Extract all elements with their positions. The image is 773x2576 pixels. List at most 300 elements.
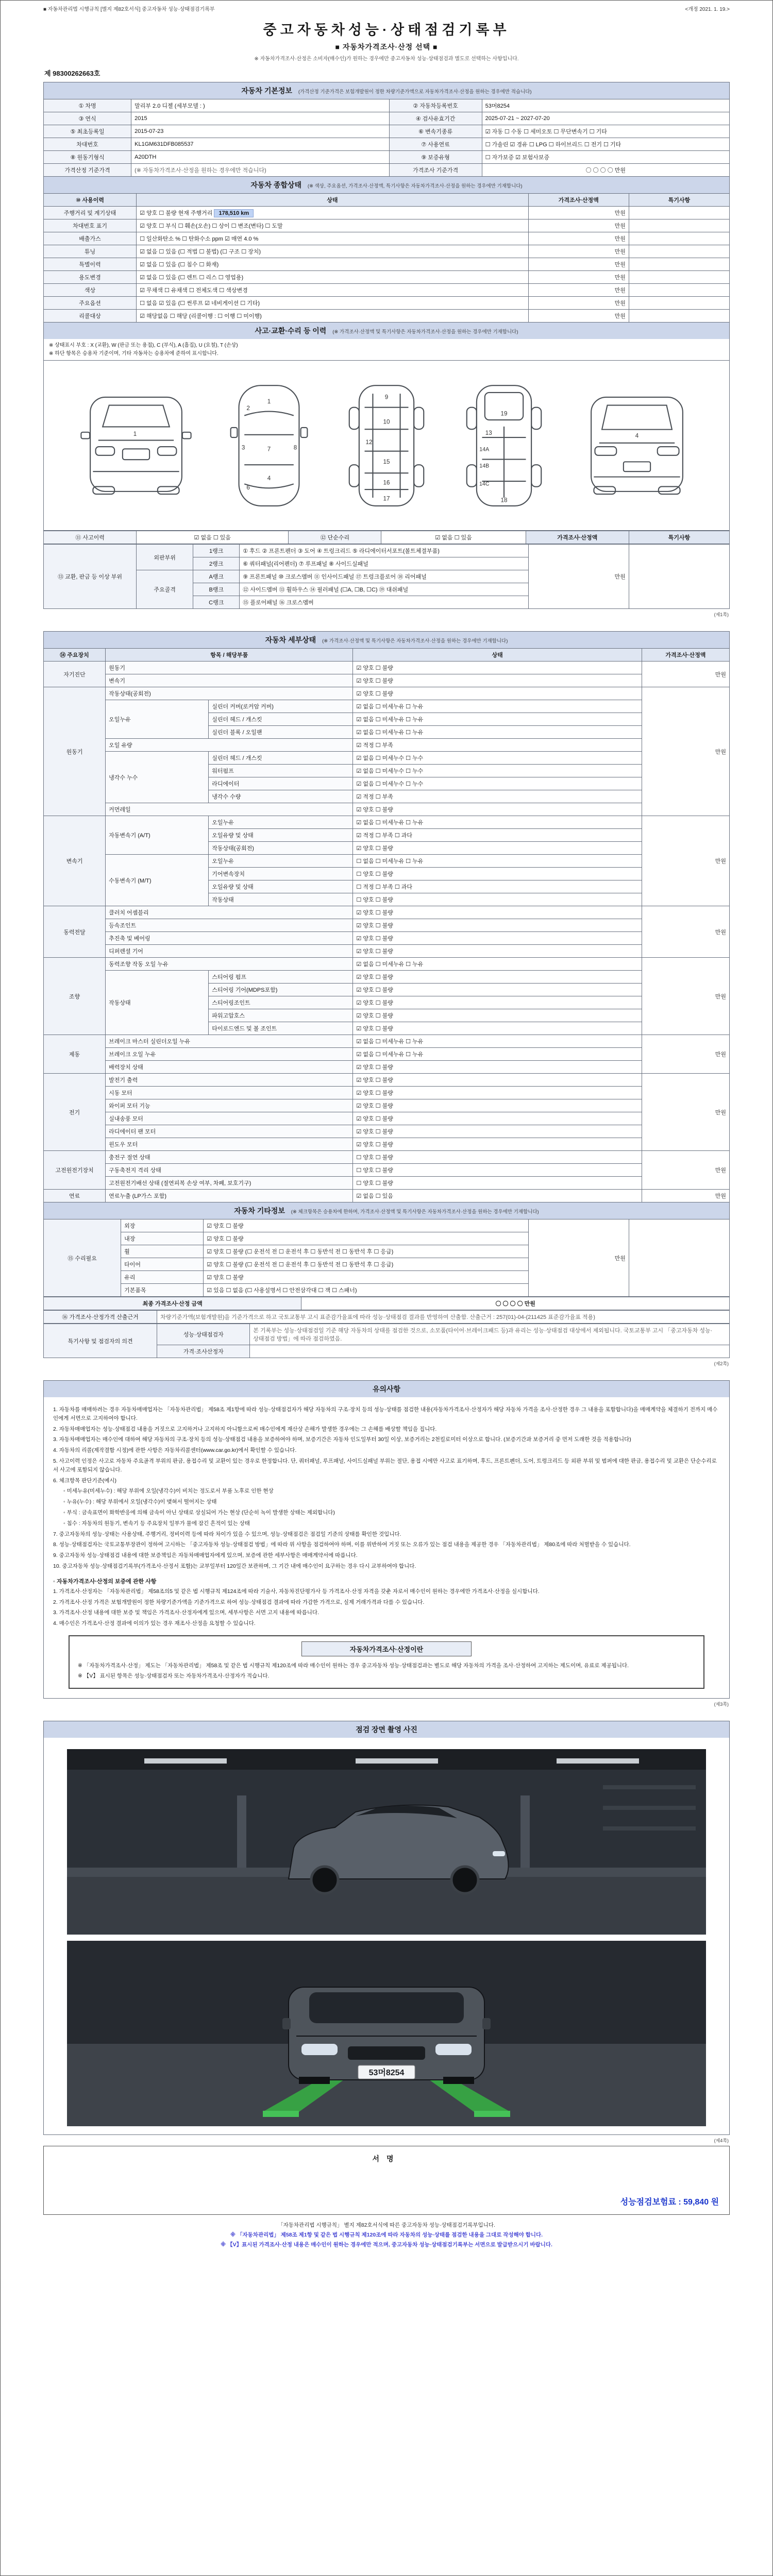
table-cell: 커먼레일 xyxy=(106,803,353,816)
svg-text:12: 12 xyxy=(365,438,373,446)
notice-item: ※ 「자동차가격조사·산정」 제도는 「자동차관리법」 제58조 및 같은 법 시행규칙 제120조에 따라 매수인이 원하는 경우 중고자동차 성능·상태점검과는 별도로 해당 자동차의 가격을 조사·산정하여 고지하는 제도이며, 유료로 제공됩니다. xyxy=(78,1662,629,1669)
table-cell: 주요옵션 xyxy=(44,297,137,310)
table-cell: 2랭크 xyxy=(193,557,240,570)
form-revision: <개정 2021. 1. 19.> xyxy=(685,7,730,12)
notice-item: 6. 체크항목 판단기준(예시) xyxy=(53,1477,117,1484)
section-photos-header xyxy=(43,1721,730,1738)
table-cell: 조향 xyxy=(44,958,106,1035)
footer-line-1: 「자동차관리법 시행규칙」 별지 제82호서식에 따른 중고자동차 성능·상태점검기록부입니다. xyxy=(278,2222,495,2228)
checkbox-cell[interactable]: ☑ 없음 ☐ 미세누수 ☐ 누수 xyxy=(353,765,642,777)
car-diagram-underbody-view xyxy=(343,368,430,523)
table-cell: 배출가스 xyxy=(44,232,137,245)
checkbox-cell[interactable]: ☑ 양호 ☐ 불량 xyxy=(353,1087,642,1099)
table-cell: 상태 xyxy=(137,194,529,207)
license-plate-text: 53머8254 xyxy=(368,2068,405,2077)
table-cell: 연료누출 (LP가스 포함) xyxy=(106,1190,353,1202)
checkbox-cell[interactable]: ☐ 양호 ☐ 불량 xyxy=(353,1151,642,1164)
svg-text:4: 4 xyxy=(267,474,271,482)
checkbox-cell[interactable]: ☑ 양호 ☐ 불량 xyxy=(353,971,642,984)
table-cell: 고전원전기배선 상태 (절연피복 손상 여부, 차폐, 보호기구) xyxy=(106,1177,353,1190)
table-cell: 동력전달 xyxy=(44,906,106,958)
table-cell: 브레이크 마스터 실린더오일 누유 xyxy=(106,1035,353,1048)
checkbox-cell[interactable]: ☑ 없음 ☐ 미세누유 ☐ 누유 xyxy=(353,958,642,971)
checkbox-cell[interactable]: ☐ 가솔린 ☑ 경유 ☐ LPG ☐ 하이브리드 ☐ 전기 ☐ 기타 xyxy=(482,138,729,151)
table-cell: 2015-07-23 xyxy=(131,125,389,138)
table-cell: 만원 xyxy=(528,297,629,310)
checkbox-cell[interactable]: ☑ 없음 ☐ 미세누유 ☐ 누유 xyxy=(353,816,642,829)
table-cell: 만원 xyxy=(528,258,629,271)
table-cell: ⑨ 보증유형 xyxy=(389,151,482,164)
table-cell: 주행거리 및 계기상태 xyxy=(44,207,137,219)
section-etc-note: (※ 체크항목은 승용차에 한하며, 가격조사·산정액 및 특기사항은 자동차가격조사·산정을 원하는 경우에만 기재합니다) xyxy=(291,1209,539,1215)
table-cell: 실내송풍 모터 xyxy=(106,1112,353,1125)
signature-box[interactable] xyxy=(43,2146,730,2215)
notice-item: ◦ 미세누유(미세누수) : 해당 부위에 오일(냉각수)이 비치는 정도로서 부품 노후로 인한 현상 xyxy=(63,1488,274,1495)
car-diagram-rear-view xyxy=(578,368,696,523)
checkbox-cell[interactable]: ☑ 없음 ☐ 있음 (☐ 렌트 ☐ 리스 ☐ 영업용) xyxy=(137,271,529,284)
checkbox-cell[interactable]: ☐ 양호 ☐ 불량 xyxy=(353,893,642,906)
svg-text:14C: 14C xyxy=(479,481,490,487)
notice-item: 9. 중고자동차 성능·상태점검 내용에 대한 보증책임은 자동차매매업자에게 있으며, 보증에 관한 세부사항은 매매계약서에 따릅니다. xyxy=(53,1552,358,1559)
table-cell: 고전원전기장치 xyxy=(44,1151,106,1190)
svg-text:17: 17 xyxy=(383,495,390,502)
checkbox-cell[interactable]: ☑ 없음 ☐ 미세누유 ☐ 누유 xyxy=(353,700,642,713)
car-damage-diagrams xyxy=(43,361,730,531)
checkbox-cell[interactable]: ☐ 양호 ☐ 불량 xyxy=(353,868,642,880)
table-cell: 만원 xyxy=(642,662,729,687)
svg-text:8: 8 xyxy=(293,444,297,451)
checkbox-cell[interactable]: ☐ 없음 ☑ 있음 (☐ 썬루프 ☑ 네비게이션 ☐ 기타) xyxy=(137,297,529,310)
table-cell: 디퍼렌셜 기어 xyxy=(106,945,353,958)
table-cell: ④ 검사유효기간 xyxy=(389,112,482,125)
table-cell: 리콜대상 xyxy=(44,310,137,323)
page-title: 중고자동차성능·상태점검기록부 xyxy=(263,22,510,38)
svg-text:16: 16 xyxy=(383,479,390,486)
inspection-photo-2 xyxy=(67,1941,706,2126)
panel-repair-table xyxy=(43,544,730,609)
footer xyxy=(43,2221,730,2248)
table-cell: 특기사항 및 점검자의 의견 xyxy=(44,1324,157,1358)
svg-text:15: 15 xyxy=(383,458,390,465)
table-cell: 외장 xyxy=(121,1219,204,1232)
document-number: 제 98300262663호 xyxy=(44,70,100,77)
notice-item: ◦ 부식 : 금속표면이 화학반응에 의해 금속이 아닌 상태로 상실되어 가는 현상 (단순히 녹이 발생한 상태는 제외합니다) xyxy=(63,1509,335,1516)
svg-text:10: 10 xyxy=(383,418,390,425)
table-cell: 차대번호 표기 xyxy=(44,219,137,232)
footer-line-3: ※ 【V】표시된 가격조사·산정 내용은 매수인이 원하는 경우에만 적으며, 중고자동차 성능·상태점검기록부는 서면으로 발급받으시기 바랍니다. xyxy=(221,2241,552,2248)
notice-item: 1. 가격조사·산정자는 「자동차관리법」 제58조의5 및 같은 법 시행규칙 제124조에 따라 기술사, 자동차진단평가사 등 가격조사·산정 자격을 갖춘 자로서 매수인이 원하는 경우에만 가격조사·산정을 실시합니다. xyxy=(53,1588,540,1595)
section-overall-title: 자동차 종합상태 xyxy=(250,181,301,189)
table-cell: 발전기 출력 xyxy=(106,1074,353,1087)
checkbox-cell[interactable]: ☑ 양호 ☐ 불량 xyxy=(353,662,642,674)
section-basic-note: (가격산정 기준가격은 보험개발원이 정한 차량기준가액으로 자동차가격조사·산정을 원하는 경우에만 적습니다) xyxy=(298,89,532,95)
basic-info-table xyxy=(43,99,730,177)
table-cell: 원동기 xyxy=(44,687,106,816)
mileage-highlight: 178,510 km xyxy=(214,209,254,217)
table-cell: 스티어링 기어(MDPS포함) xyxy=(209,984,353,996)
table-cell: 만원 xyxy=(528,545,629,609)
table-cell: 구동축전지 격리 상태 xyxy=(106,1164,353,1177)
legend-line-1: ※ 상태표시 부호 : X (교환), W (판금 또는 용접), C (부식), A (흠집), U (요철), T (손상) xyxy=(49,343,238,348)
svg-text:13: 13 xyxy=(485,429,492,436)
checkbox-cell[interactable]: ☑ 양호 ☐ 불량 xyxy=(353,906,642,919)
price-basis-table xyxy=(43,1310,730,1324)
notice-body xyxy=(43,1397,730,1699)
table-cell: 실린더 커버(로커암 커버) xyxy=(209,700,353,713)
checkbox-cell[interactable]: ☑ 없음 ☐ 미세누수 ☐ 누수 xyxy=(353,752,642,765)
table-cell: 만원 xyxy=(528,219,629,232)
table-cell: 작동상태 xyxy=(106,971,209,1035)
checkbox-cell[interactable]: ☑ 없음 ☐ 미세누유 ☐ 누유 xyxy=(353,713,642,726)
table-cell: 만원 xyxy=(528,1219,629,1297)
table-cell: 라디에이터 xyxy=(209,777,353,790)
final-price-table xyxy=(43,1297,730,1310)
table-cell: 브레이크 오일 누유 xyxy=(106,1048,353,1061)
table-cell: 만원 xyxy=(642,1035,729,1074)
table-cell: 가격조사·산정액 xyxy=(528,194,629,207)
checkbox-cell[interactable]: ☑ 없음 ☐ 미세누수 ☐ 누수 xyxy=(353,777,642,790)
checkbox-cell[interactable]: ☐ 없음 ☐ 미세누유 ☐ 누유 xyxy=(353,855,642,868)
table-cell: 오일유량 및 상태 xyxy=(209,829,353,842)
table-cell: 변속기 xyxy=(106,674,353,687)
checkbox-cell[interactable]: ☑ 없음 ☐ 미세누유 ☐ 누유 xyxy=(353,1048,642,1061)
state-code-legend xyxy=(43,339,730,361)
checkbox-cell[interactable]: ☑ 양호 ☐ 불량 (☐ 운전석 전 ☐ 운전석 후 ☐ 동반석 전 ☐ 동반석 후 ☐ 응급) xyxy=(204,1258,528,1271)
table-cell: 2025-07-21 ~ 2027-07-20 xyxy=(482,112,729,125)
checkbox-cell[interactable]: ☑ 없음 ☐ 미세누유 ☐ 누유 xyxy=(353,726,642,739)
photos-body xyxy=(43,1738,730,2135)
table-cell xyxy=(629,1219,729,1297)
table-cell xyxy=(629,245,729,258)
table-cell: 주요골격 xyxy=(137,570,193,609)
notice-item: 4. 자동차의 리콜(제작결함 시정)에 관한 사항은 자동차리콜센터(www.car.go.kr)에서 확인할 수 있습니다. xyxy=(53,1447,297,1454)
notice-item: 5. 사고이력 인정은 사고로 자동차 주요골격 부위의 판금, 용접수리 및 교환이 있는 경우로 한정합니다. 단, 쿼터패널, 루프패널, 사이드실패널 부위는 절단, 용접 시에만 사고로 표기하며, 후드, 프론트펜더, 도어, 트렁크리드 등 외판 부위 및 범퍼에 대한 판금, 용접수리 및 교환은 단순수리로서 사고에 포함되지 않습니다. xyxy=(53,1458,717,1473)
page-mark-4: (제4쪽) xyxy=(714,2138,729,2143)
checkbox-cell[interactable]: ☑ 양호 ☐ 불량 xyxy=(353,803,642,816)
svg-text:19: 19 xyxy=(500,410,508,417)
svg-text:6: 6 xyxy=(246,484,250,491)
checkbox-cell[interactable]: ☑ 양호 ☐ 불량 xyxy=(353,1099,642,1112)
table-cell: 시동 모터 xyxy=(106,1087,353,1099)
table-cell: 워터펌프 xyxy=(209,765,353,777)
inspector-opinion-table xyxy=(43,1324,730,1358)
table-cell: 〇 〇 〇 〇 만원 xyxy=(482,164,729,177)
table-cell: ⑨ 프론트패널 ⑩ 크로스멤버 ⑪ 인사이드패널 ⑰ 트렁크플로어 ⑱ 리어패널 xyxy=(240,570,528,583)
notice-item: 7. 중고자동차의 성능·상태는 사용상태, 주행거리, 정비이력 등에 따라 차이가 있을 수 있으며, 성능·상태점검은 점검일 기준의 상태를 확인한 것입니다. xyxy=(53,1531,401,1537)
table-cell: 오일 유량 xyxy=(106,739,353,752)
price-survey-select-note: ※ 자동차가격조사·산정은 소비자(매수인)가 원하는 경우에만 중고자동차 성능·상태점검과 별도로 선택하는 사항입니다. xyxy=(254,56,519,62)
inspection-insurance-fee: 성능점검보험료 : 59,840 원 xyxy=(620,2197,719,2207)
checkbox-cell[interactable]: ☑ 무채색 ☐ 유채색 ☐ 전체도색 ☐ 색상변경 xyxy=(137,284,529,297)
checkbox-cell[interactable]: ☑ 양호 ☐ 불량 xyxy=(353,1074,642,1087)
checkbox-cell[interactable]: ☑ 없음 ☐ 있음 xyxy=(137,531,289,544)
checkbox-cell[interactable]: ☑ 양호 ☐ 불량 xyxy=(353,842,642,855)
table-cell: 스티어링 펌프 xyxy=(209,971,353,984)
table-cell: A20DTH xyxy=(131,151,389,164)
table-cell xyxy=(629,284,729,297)
table-cell: 가격조사·산정액 xyxy=(642,649,729,662)
table-cell: 휠 xyxy=(121,1245,204,1258)
checkbox-cell[interactable]: ☑ 양호 ☐ 부식 ☐ 훼손(오손) ☐ 상이 ☐ 변조(변타) ☐ 도말 xyxy=(137,219,529,232)
warranty-title: ◦ 자동차가격조사·산정의 보증에 관한 사항 xyxy=(53,1578,157,1585)
table-cell: B랭크 xyxy=(193,583,240,596)
table-cell: 특별이력 xyxy=(44,258,137,271)
table-cell: ⑥ 변속기종류 xyxy=(389,125,482,138)
checkbox-cell[interactable]: ☑ 양호 ☐ 불량 xyxy=(353,945,642,958)
table-cell xyxy=(629,297,729,310)
car-diagram-front-view xyxy=(77,368,195,523)
table-cell: ⑪ 사고이력 xyxy=(44,531,137,544)
table-cell: 상태 xyxy=(353,649,642,662)
table-cell: ② 자동차등록번호 xyxy=(389,99,482,112)
checkbox-cell[interactable]: ☑ 양호 ☐ 불량 xyxy=(353,996,642,1009)
table-cell: 오일누유 xyxy=(209,855,353,868)
table-cell: 추진축 및 베어링 xyxy=(106,932,353,945)
table-cell: ⑤ 최초등록일 xyxy=(44,125,131,138)
checkbox-cell[interactable]: ☑ 적정 ☐ 부족 ☐ 과다 xyxy=(353,829,642,842)
table-cell: 작동상태 xyxy=(209,893,353,906)
table-cell: 만원 xyxy=(642,906,729,958)
table-cell: KL1GM631DFB085537 xyxy=(131,138,389,151)
table-cell: 가격조사·산정액 xyxy=(526,531,629,544)
checkbox-cell[interactable]: ☑ 양호 ☐ 불량 xyxy=(353,919,642,932)
table-cell: 오일누유 xyxy=(209,816,353,829)
inspection-photo-front-svg xyxy=(67,1749,706,1935)
svg-text:1: 1 xyxy=(133,431,137,437)
table-cell: 만원 xyxy=(528,232,629,245)
table-cell: 자동변속기 (A/T) xyxy=(106,816,209,855)
section-detail-title: 자동차 세부상태 xyxy=(265,636,316,644)
checkbox-cell[interactable]: ☑ 양호 ☐ 불량 현재 주행거리 178,510 km xyxy=(137,207,529,219)
table-cell: 냉각수 누수 xyxy=(106,752,209,803)
notice-item: 8. 성능·상태점검자는 국토교통부장관이 정하여 고시하는 「중고자동차 성능·상태점검 방법」에 따라 위 사항을 점검하여야 하며, 이를 위반하여 거짓 또는 오류가 있는 점검 내용을 제공한 경우 「자동차관리법」 제80조에 따라 처벌받을 수 있습니다. xyxy=(53,1541,631,1548)
table-cell: 본 기록부는 성능·상태점검일 기준 해당 자동차의 상태를 점검한 것으로, 소모품(타이어·브레이크패드 등)과 유리는 성능·상태점검 대상에서 제외됩니다. 국토교통부 고시 「중고자동차 성능·상태점검 방법」에 따라 점검하였음. xyxy=(250,1324,730,1345)
table-cell: 차대번호 xyxy=(44,138,131,151)
car-diagram-structure-view xyxy=(460,368,548,523)
table-cell xyxy=(629,310,729,323)
table-cell: ⑯ 가격조사·산정가격 산출근거 xyxy=(44,1311,157,1324)
checkbox-cell[interactable]: ☑ 양호 ☐ 불량 xyxy=(204,1232,528,1245)
checkbox-cell[interactable]: ☑ 적정 ☐ 부족 xyxy=(353,790,642,803)
table-cell: 실린더 헤드 / 개스킷 xyxy=(209,713,353,726)
table-cell: ⑩ 사용이력 xyxy=(44,194,137,207)
checkbox-cell[interactable]: ☑ 자동 ☐ 수동 ☐ 세미오토 ☐ 무단변속기 ☐ 기타 xyxy=(482,125,729,138)
svg-text:9: 9 xyxy=(384,394,389,401)
table-cell: 자기진단 xyxy=(44,662,106,687)
table-cell: 변속기 xyxy=(44,816,106,906)
price-survey-definition-title: 자동차가격조사·산정이란 xyxy=(301,1641,472,1656)
table-cell: A랭크 xyxy=(193,570,240,583)
table-cell: 오일누유 xyxy=(106,700,209,739)
svg-text:2: 2 xyxy=(246,404,250,412)
table-cell: 만원 xyxy=(528,245,629,258)
checkbox-cell[interactable]: ⑫ 사이드멤버 ⑬ 휠하우스 ⑭ 필러패널 (☐A, ☐B, ☐C) ⑲ 대쉬패널 xyxy=(240,583,528,596)
table-cell xyxy=(629,232,729,245)
table-cell: 가격·조사산정자 xyxy=(157,1345,250,1358)
checkbox-cell[interactable]: ☑ 양호 ☐ 불량 xyxy=(353,687,642,700)
checkbox-cell[interactable]: ☑ 적정 ☐ 부족 xyxy=(353,739,642,752)
checkbox-cell[interactable]: ☑ 양호 ☐ 불량 xyxy=(204,1271,528,1284)
table-cell xyxy=(629,219,729,232)
table-cell: 냉각수 수량 xyxy=(209,790,353,803)
section-basic-title: 자동차 기본정보 xyxy=(241,87,292,95)
footer-line-2: ※ 「자동차관리법」 제58조 제1항 및 같은 법 시행규칙 제120조에 따라 자동차의 성능·상태를 점검한 내용을 그대로 작성해야 합니다. xyxy=(230,2231,543,2238)
accident-history-table xyxy=(43,531,730,544)
repair-needed-table xyxy=(43,1219,730,1297)
price-survey-definition-box xyxy=(69,1635,704,1689)
checkbox-cell[interactable]: ☑ 양호 ☐ 불량 xyxy=(353,932,642,945)
table-cell: 윈도우 모터 xyxy=(106,1138,353,1151)
table-cell: 특기사항 xyxy=(629,194,729,207)
section-basic-header xyxy=(43,82,730,99)
table-cell: 타이로드엔드 및 볼 조인트 xyxy=(209,1022,353,1035)
page-mark-1: (제1쪽) xyxy=(714,612,729,617)
table-cell: 색상 xyxy=(44,284,137,297)
section-notice-header xyxy=(43,1380,730,1397)
table-cell: 작동상태(공회전) xyxy=(106,687,353,700)
notice-item: 10. 중고자동차 성능·상태점검기록부(가격조사·산정서 포함)는 교부일부터 120일간 보관하며, 그 기간 내에 매수인이 요구하는 경우 다시 교부하여야 합니다. xyxy=(53,1563,416,1569)
table-cell xyxy=(629,258,729,271)
table-cell: 와이퍼 모터 기능 xyxy=(106,1099,353,1112)
notice-item: 1. 자동차를 매매하려는 경우 자동차매매업자는 「자동차관리법」 제58조 제1항에 따라 성능·상태점검자가 해당 자동차의 구조·장치 등의 성능·상태를 점검한 내용(자동차가격조사·산정자가 해당 자동차 가격을 조사·산정한 경우 그 내용을 포함합니다)을 매매계약을 체결하기 전까지 매수인에게 서면으로 고지하여야 합니다. xyxy=(53,1406,718,1421)
checkbox-cell[interactable]: ☑ 양호 ☐ 불량 xyxy=(204,1219,528,1232)
svg-text:18: 18 xyxy=(500,496,508,503)
table-cell: 실린더 블록 / 오일팬 xyxy=(209,726,353,739)
section-etc-header xyxy=(43,1202,730,1219)
table-cell: 오일유량 및 상태 xyxy=(209,880,353,893)
car-diagram-top-view xyxy=(225,368,313,523)
table-cell: 기어변속장치 xyxy=(209,868,353,880)
detail-state-table xyxy=(43,648,730,1202)
table-cell: 가격조사 기준가격 xyxy=(389,164,482,177)
section-accident-header xyxy=(43,323,730,339)
table-cell: 가격산정 기준가격 xyxy=(44,164,131,177)
table-cell: 최종 가격조사·산정 금액 xyxy=(44,1297,301,1310)
table-cell: 만원 xyxy=(642,1151,729,1190)
section-detail-note: (※ 가격조사·산정액 및 특기사항은 자동차가격조사·산정을 원하는 경우에만 기재합니다) xyxy=(322,638,508,644)
notice-item: ◦ 침수 : 자동차의 원동기, 변속기 등 주요장치 일부가 물에 잠긴 흔적이 있는 상태 xyxy=(63,1520,250,1527)
svg-text:7: 7 xyxy=(267,446,271,453)
inspection-photo-1 xyxy=(67,1749,706,1935)
checkbox-cell[interactable]: ☐ 자가보증 ☑ 보험사보증 xyxy=(482,151,729,164)
table-cell: 기본품목 xyxy=(121,1284,204,1297)
checkbox-cell[interactable]: ☑ 양호 ☐ 불량 xyxy=(353,674,642,687)
table-cell: 〇 〇 〇 〇 만원 xyxy=(301,1297,730,1310)
section-notice-title: 유의사항 xyxy=(372,1385,401,1393)
checkbox-cell[interactable]: ☐ 일산화탄소 % ☐ 탄화수소 ppm ☑ 매연 4.0 % xyxy=(137,232,529,245)
table-cell: ① 후드 ② 프론트펜더 ③ 도어 ④ 트렁크리드 ⑤ 라디에이터서포트(볼트체결부품) xyxy=(240,545,528,557)
checkbox-cell[interactable]: ☑ 양호 ☐ 불량 xyxy=(353,1112,642,1125)
checkbox-cell[interactable]: ☑ 없음 ☐ 있음 xyxy=(353,1190,642,1202)
table-cell xyxy=(629,207,729,219)
table-cell: ③ 연식 xyxy=(44,112,131,125)
checkbox-cell[interactable]: ☑ 양호 ☐ 불량 xyxy=(353,1009,642,1022)
notice-item: 4. 매수인은 가격조사·산정 결과에 이의가 있는 경우 재조사·산정을 요청할 수 있습니다. xyxy=(53,1620,256,1627)
section-overall-header xyxy=(43,177,730,193)
table-cell: 파워고압호스 xyxy=(209,1009,353,1022)
warranty-item-list xyxy=(53,1587,720,1628)
table-cell: 만원 xyxy=(642,958,729,1035)
section-overall-note: (※ 색상, 주요옵션, 가격조사·산정액, 특기사항은 자동차가격조사·산정을 원하는 경우에만 기재합니다) xyxy=(307,183,523,189)
checkbox-cell[interactable]: ☑ 양호 ☐ 불량 xyxy=(353,1022,642,1035)
table-cell: 전기 xyxy=(44,1074,106,1151)
notice-item: ※ 【V】 표시된 항목은 성능·상태점검자 또는 자동차가격조사·산정자가 적습니다. xyxy=(78,1673,270,1680)
overall-state-table xyxy=(43,193,730,323)
checkbox-cell[interactable]: ☑ 없음 ☐ 있음 (☐ 적법 ☐ 불법) (☐ 구조 ☐ 장치) xyxy=(137,245,529,258)
checkbox-cell[interactable]: ☐ 적정 ☐ 부족 ☐ 과다 xyxy=(353,880,642,893)
table-cell: 작동상태(공회전) xyxy=(209,842,353,855)
table-cell: ⑧ 원동기형식 xyxy=(44,151,131,164)
table-cell: 만원 xyxy=(528,310,629,323)
table-cell: 배력장치 상태 xyxy=(106,1061,353,1074)
table-cell: 수동변속기 (M/T) xyxy=(106,855,209,906)
notice-item-list xyxy=(53,1405,720,1571)
table-cell: 타이어 xyxy=(121,1258,204,1271)
checkbox-cell[interactable]: ☐ 양호 ☐ 불량 xyxy=(353,1177,642,1190)
table-cell: 클러치 어셈블리 xyxy=(106,906,353,919)
checkbox-cell[interactable]: ☐ 양호 ☐ 불량 xyxy=(353,1164,642,1177)
checkbox-cell[interactable]: ☑ 없음 ☐ 미세누유 ☐ 누유 xyxy=(353,1035,642,1048)
checkbox-cell[interactable]: ☑ 양호 ☐ 불량 xyxy=(353,984,642,996)
section-accident-title: 사고·교환·수리 등 이력 xyxy=(255,327,327,335)
price-survey-definition-lines xyxy=(78,1662,695,1681)
checkbox-cell[interactable]: ☑ 해당없음 ☐ 해당 (리콜이행 : ☐ 이행 ☐ 미이행) xyxy=(137,310,529,323)
table-cell: 만원 xyxy=(642,816,729,906)
table-cell: 실린더 헤드 / 개스킷 xyxy=(209,752,353,765)
checkbox-cell[interactable]: ☑ 양호 ☐ 불량 (☐ 운전석 전 ☐ 운전석 후 ☐ 동반석 전 ☐ 동반석 후 ☐ 응급) xyxy=(204,1245,528,1258)
price-survey-select-title: ■ 자동차가격조사·산정 선택 ■ xyxy=(335,43,438,51)
table-cell: 동력조향 작동 오일 누유 xyxy=(106,958,353,971)
checkbox-cell[interactable]: ☑ 양호 ☐ 불량 xyxy=(353,1125,642,1138)
notice-item: 3. 가격조사·산정 내용에 대한 보증 및 책임은 가격조사·산정자에게 있으며, 세부사항은 서면 고지 내용에 따릅니다. xyxy=(53,1609,319,1616)
table-cell: 내장 xyxy=(121,1232,204,1245)
table-cell: ⑫ 단순수리 xyxy=(289,531,381,544)
form-reference-line xyxy=(43,5,730,12)
svg-text:14B: 14B xyxy=(479,463,490,469)
table-cell: ⑦ 사용연료 xyxy=(389,138,482,151)
svg-text:4: 4 xyxy=(635,432,639,439)
svg-text:1: 1 xyxy=(267,398,271,405)
notice-item: 2. 가격조사·산정 가격은 보험개발원이 정한 차량기준가액을 기준가격으로 하여 성능·상태점검 결과에 따라 가감한 가격으로, 실제 거래가격과 다를 수 있습니다. xyxy=(53,1599,425,1605)
svg-text:14A: 14A xyxy=(479,446,490,453)
table-cell: C랭크 xyxy=(193,596,240,609)
section-photos-title: 점검 장면 촬영 사진 xyxy=(356,1725,417,1734)
checkbox-cell[interactable]: ☑ 있음 ☐ 없음 (☐ 사용설명서 ☐ 안전삼각대 ☐ 잭 ☐ 스패너) xyxy=(204,1284,528,1297)
page-mark-3: (제3쪽) xyxy=(714,1701,729,1707)
table-cell: 용도변경 xyxy=(44,271,137,284)
document-sheet xyxy=(43,1,730,2248)
table-cell: ⑥ 쿼터패널(리어펜더) ⑦ 루프패널 ⑧ 사이드실패널 xyxy=(240,557,528,570)
checkbox-cell[interactable]: ☑ 없음 ☐ 있음 xyxy=(381,531,526,544)
table-cell: 튜닝 xyxy=(44,245,137,258)
table-cell: 53머8254 xyxy=(482,99,729,112)
form-ref: ■ 자동차관리법 시행규칙 [별지 제82호서식] 중고자동차 성능·상태점검기록부 xyxy=(43,7,215,12)
checkbox-cell[interactable]: ☑ 없음 ☐ 있음 (☐ 침수 ☐ 화재) xyxy=(137,258,529,271)
table-cell xyxy=(629,545,729,609)
table-cell: (※ 자동차가격조사·산정을 원하는 경우에만 적습니다) xyxy=(131,164,389,177)
table-cell: 2015 xyxy=(131,112,389,125)
table-cell: 유리 xyxy=(121,1271,204,1284)
table-cell: 외판부위 xyxy=(137,545,193,570)
notice-item: 2. 자동차매매업자는 성능·상태점검 내용을 거짓으로 고지하거나 고지하지 아니함으로써 매수인에게 재산상 손해가 발생한 경우에는 그 손해를 배상할 책임을 집니다. xyxy=(53,1426,437,1432)
table-cell: 말리부 2.0 디젤 (세부모델 : ) xyxy=(131,99,389,112)
table-cell: 연료 xyxy=(44,1190,106,1202)
checkbox-cell[interactable]: ☑ 양호 ☐ 불량 xyxy=(353,1138,642,1151)
table-cell: 만원 xyxy=(642,1074,729,1151)
checkbox-cell[interactable]: ☑ 양호 ☐ 불량 xyxy=(353,1061,642,1074)
table-cell: 원동기 xyxy=(106,662,353,674)
table-cell xyxy=(250,1345,730,1358)
